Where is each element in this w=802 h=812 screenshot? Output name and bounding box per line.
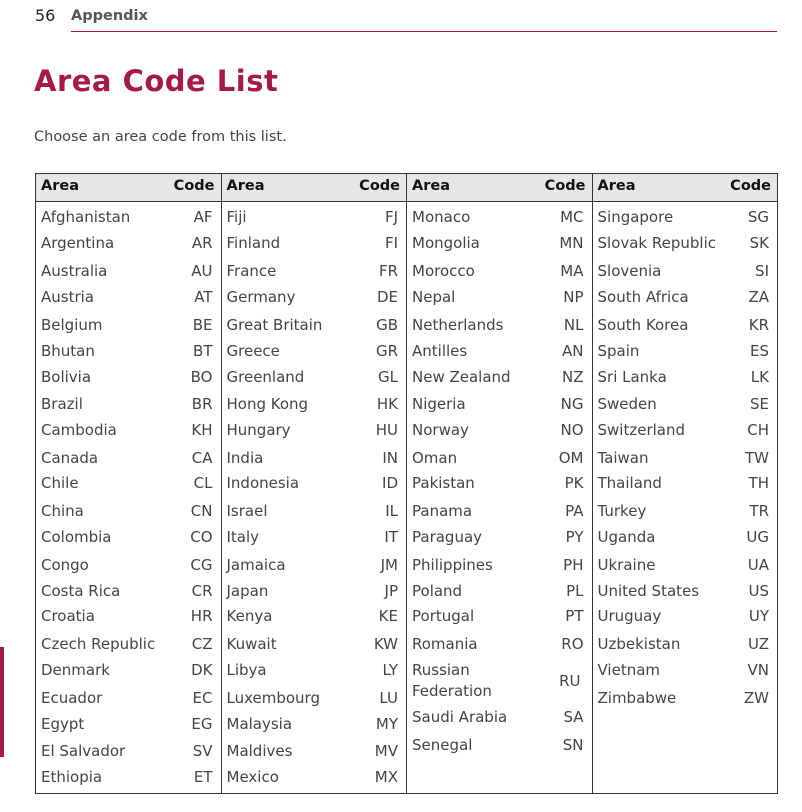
area-name: Greenland — [226, 368, 305, 386]
area-name: Antilles — [412, 342, 468, 360]
area-name: Czech Republic — [41, 635, 156, 653]
area-name: Brazil — [41, 395, 83, 413]
area-name: Libya — [226, 661, 267, 679]
area-name: Kuwait — [226, 635, 277, 653]
area-code: MY — [375, 715, 398, 733]
side-tab-marker — [0, 647, 4, 757]
area-code: HK — [376, 395, 398, 413]
area-code: MX — [374, 768, 398, 786]
code-header: Code — [730, 178, 771, 194]
area-code: JP — [384, 582, 398, 600]
area-name: Netherlands — [412, 316, 504, 334]
area-code: BR — [191, 395, 213, 413]
area-name: Mongolia — [412, 234, 480, 252]
area-code: GR — [375, 342, 398, 360]
area-name: Pakistan — [412, 474, 475, 492]
area-name: Austria — [41, 288, 94, 306]
area-name: Egypt — [41, 715, 85, 733]
area-name: Ukraine — [597, 556, 656, 574]
area-code: SI — [755, 262, 769, 280]
area-name: Thailand — [597, 474, 662, 492]
area-code: NL — [563, 316, 584, 334]
area-code: MV — [374, 742, 398, 760]
code-header: Code — [359, 178, 400, 194]
area-name: Turkey — [597, 502, 647, 520]
area-code: EC — [192, 689, 213, 707]
table-column — [592, 174, 778, 793]
area-name: Portugal — [412, 607, 475, 625]
area-name: Philippines — [412, 556, 493, 574]
column-header — [593, 174, 778, 202]
column-rows — [222, 202, 407, 793]
column-header — [36, 174, 221, 202]
area-name: Paraguay — [412, 528, 483, 546]
area-code: CZ — [191, 635, 213, 653]
area-code: MN — [559, 234, 584, 252]
area-code: IT — [384, 528, 398, 546]
area-name: Cambodia — [41, 421, 117, 439]
area-name: Russian — [412, 661, 470, 679]
area-name: Switzerland — [597, 421, 685, 439]
area-code: NG — [560, 395, 584, 413]
area-name-line2: Federation — [412, 682, 492, 700]
area-name: Belgium — [41, 316, 103, 334]
area-code: SG — [747, 208, 769, 226]
area-name: Fiji — [226, 208, 247, 226]
area-name: Sweden — [597, 395, 657, 413]
area-code: KH — [191, 421, 213, 439]
area-name: Morocco — [412, 262, 475, 280]
area-code: TH — [748, 474, 769, 492]
area-header: Area — [41, 178, 79, 194]
table-column — [221, 174, 407, 793]
area-name: Vietnam — [597, 661, 661, 679]
area-code: NZ — [562, 368, 584, 386]
column-rows — [407, 202, 592, 793]
area-code: CR — [191, 582, 213, 600]
area-name: Slovak Republic — [597, 234, 716, 252]
area-code: LU — [379, 689, 398, 707]
area-name: Indonesia — [226, 474, 300, 492]
area-code: DK — [191, 661, 213, 679]
area-name: Kenya — [226, 607, 273, 625]
area-name: Ethiopia — [41, 768, 103, 786]
area-code: SA — [563, 708, 584, 726]
area-code: TR — [749, 502, 769, 520]
area-name: Israel — [226, 502, 268, 520]
area-name: India — [226, 449, 264, 467]
area-name: Uzbekistan — [597, 635, 681, 653]
area-name: Germany — [226, 288, 296, 306]
area-name: Luxembourg — [226, 689, 320, 707]
area-code: AR — [191, 234, 213, 252]
area-code: AU — [191, 262, 213, 280]
area-code: KW — [373, 635, 398, 653]
area-code: ET — [193, 768, 213, 786]
section-label: Appendix — [71, 8, 148, 24]
area-name: Australia — [41, 262, 108, 280]
area-name: Slovenia — [597, 262, 662, 280]
area-code: LY — [382, 661, 398, 679]
code-header: Code — [544, 178, 586, 194]
page-number: 56 — [35, 6, 56, 25]
area-code: BO — [190, 368, 213, 386]
area-name: Hong Kong — [226, 395, 309, 413]
area-name: Panama — [412, 502, 473, 520]
area-name: El Salvador — [41, 742, 126, 760]
area-name: Mexico — [226, 768, 279, 786]
area-code: UZ — [748, 635, 769, 653]
area-code: CA — [191, 449, 213, 467]
area-code: HU — [375, 421, 398, 439]
area-name: Poland — [412, 582, 463, 600]
area-name: Costa Rica — [41, 582, 121, 600]
area-code: NO — [560, 421, 584, 439]
area-code: IL — [385, 502, 398, 520]
column-header — [222, 174, 407, 202]
area-code: FR — [378, 262, 398, 280]
area-code: PH — [563, 556, 584, 574]
area-name: Maldives — [226, 742, 293, 760]
area-code: RO — [561, 635, 584, 653]
table-column — [36, 174, 221, 793]
area-name: Sri Lanka — [597, 368, 667, 386]
area-code: VN — [747, 661, 769, 679]
area-code: DE — [376, 288, 398, 306]
area-code: JM — [380, 556, 398, 574]
area-code: BE — [192, 316, 213, 334]
area-code: GL — [378, 368, 398, 386]
area-code: CO — [190, 528, 213, 546]
area-name: Jamaica — [226, 556, 286, 574]
area-name: Uganda — [597, 528, 656, 546]
area-name: China — [41, 502, 84, 520]
area-code: UG — [746, 528, 769, 546]
area-name: Denmark — [41, 661, 110, 679]
area-code: ID — [382, 474, 398, 492]
area-name: Saudi Arabia — [412, 708, 508, 726]
area-code: GB — [376, 316, 398, 334]
area-name: New Zealand — [412, 368, 511, 386]
area-header: Area — [226, 178, 265, 194]
area-code: TW — [745, 449, 769, 467]
area-code: CH — [747, 421, 769, 439]
area-name: South Africa — [597, 288, 689, 306]
area-code: ES — [750, 342, 769, 360]
area-name: Taiwan — [597, 449, 649, 467]
area-code: PA — [565, 502, 584, 520]
area-name: Congo — [41, 556, 89, 574]
area-code: LK — [750, 368, 769, 386]
area-code: KR — [748, 316, 769, 334]
area-code: BT — [193, 342, 213, 360]
area-header: Area — [412, 178, 450, 194]
area-name: Senegal — [412, 736, 473, 754]
area-name: Ecuador — [41, 689, 103, 707]
area-name: Afghanistan — [41, 208, 131, 226]
area-name: Uruguay — [597, 607, 662, 625]
area-code: MC — [560, 208, 584, 226]
area-code: EG — [191, 715, 213, 733]
area-name: Bolivia — [41, 368, 92, 386]
area-code: PT — [565, 607, 584, 625]
area-name: Zimbabwe — [597, 689, 677, 707]
area-code: PL — [566, 582, 584, 600]
header-rule — [71, 31, 777, 32]
area-name: Nepal — [412, 288, 456, 306]
area-name: Croatia — [41, 607, 95, 625]
area-name: Romania — [412, 635, 478, 653]
area-code: RU — [559, 672, 581, 690]
area-code: PY — [565, 528, 584, 546]
area-name: Greece — [226, 342, 280, 360]
area-name: Nigeria — [412, 395, 466, 413]
area-code: FJ — [384, 208, 398, 226]
area-name: Oman — [412, 449, 458, 467]
area-code: CL — [193, 474, 213, 492]
column-rows — [36, 202, 221, 793]
column-header — [407, 174, 592, 202]
area-code: FI — [384, 234, 398, 252]
area-name: United States — [597, 582, 700, 600]
area-code: NP — [563, 288, 584, 306]
area-name: Monaco — [412, 208, 471, 226]
area-code: UA — [747, 556, 769, 574]
area-name: Colombia — [41, 528, 112, 546]
area-code: AN — [562, 342, 584, 360]
table-column — [406, 174, 592, 793]
area-code: KE — [378, 607, 398, 625]
area-code: CG — [190, 556, 213, 574]
area-name: Great Britain — [226, 316, 323, 334]
area-code: SE — [750, 395, 769, 413]
area-code: ZA — [748, 288, 769, 306]
area-name: Japan — [226, 582, 269, 600]
area-code: UY — [748, 607, 769, 625]
area-code: PK — [564, 474, 584, 492]
area-name: Italy — [226, 528, 260, 546]
intro-text: Choose an area code from this list. — [34, 129, 287, 145]
area-code: AT — [194, 288, 213, 306]
area-code: AF — [193, 208, 213, 226]
area-name: Malaysia — [226, 715, 293, 733]
column-rows — [593, 202, 778, 793]
area-name: Chile — [41, 474, 79, 492]
area-code: CN — [190, 502, 213, 520]
area-header: Area — [597, 178, 636, 194]
area-code: MA — [560, 262, 584, 280]
area-code: SV — [192, 742, 213, 760]
area-name: Canada — [41, 449, 99, 467]
area-code: US — [748, 582, 769, 600]
area-name: Spain — [597, 342, 640, 360]
page-title: Area Code List — [34, 64, 279, 98]
area-code: HR — [190, 607, 213, 625]
area-name: France — [226, 262, 277, 280]
code-header: Code — [173, 178, 215, 194]
area-code: IN — [382, 449, 398, 467]
area-name: Singapore — [597, 208, 674, 226]
area-name: Hungary — [226, 421, 291, 439]
area-name: Argentina — [41, 234, 115, 252]
area-code: SN — [562, 736, 584, 754]
area-name: Norway — [412, 421, 469, 439]
area-code: OM — [558, 449, 584, 467]
area-code: ZW — [743, 689, 769, 707]
area-code: SK — [749, 234, 769, 252]
area-name: Finland — [226, 234, 281, 252]
area-name: Bhutan — [41, 342, 95, 360]
area-code-table — [35, 173, 778, 794]
area-name: South Korea — [597, 316, 689, 334]
